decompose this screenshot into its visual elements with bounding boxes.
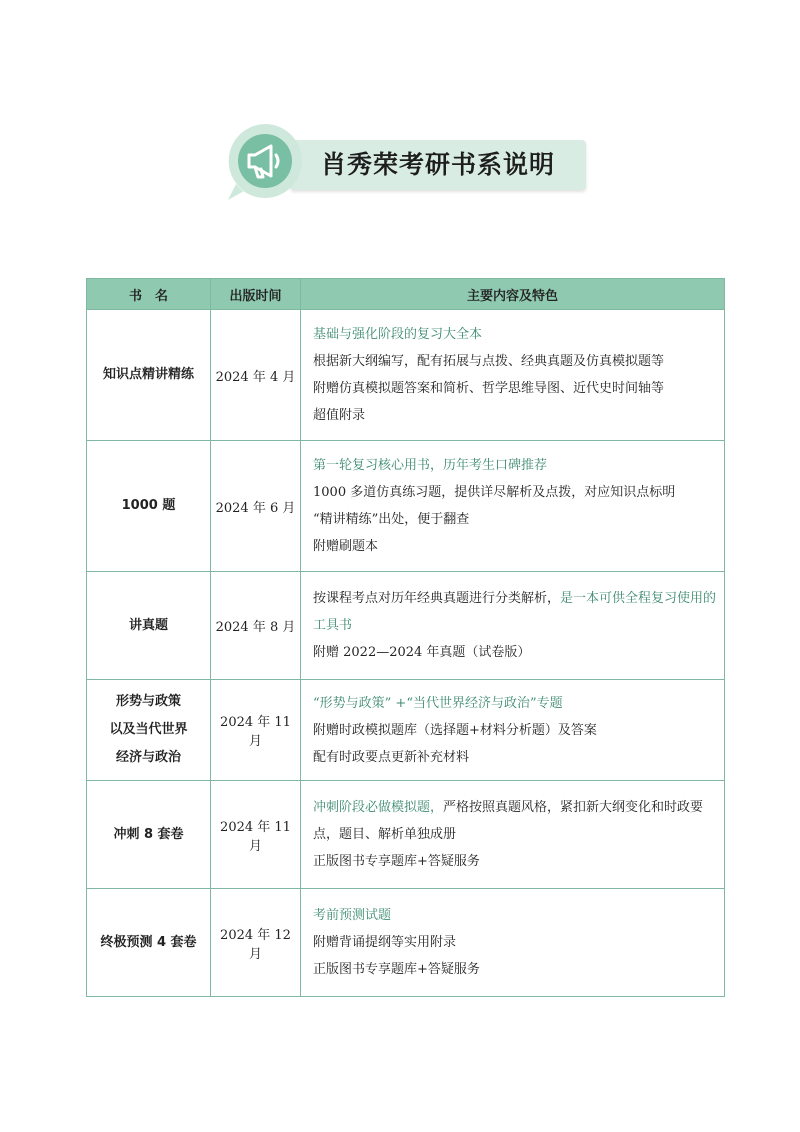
highlight-text: 考前预测试题 — [313, 908, 392, 923]
table-row — [87, 781, 725, 889]
book-name — [87, 680, 211, 781]
megaphone-icon — [222, 118, 308, 204]
description-line: 超值附录 — [313, 408, 366, 423]
column-header-content: 主要内容及特色 — [301, 279, 725, 310]
title-block — [222, 118, 602, 208]
description-line: “精讲精练”出处，便于翻查 — [313, 512, 470, 527]
book-name: 讲真题 — [87, 572, 211, 680]
table-header-row — [87, 279, 725, 310]
description-line: 1000 多道仿真练习题，提供详尽解析及点拨，对应知识点标明 — [313, 485, 676, 500]
table-row — [87, 441, 725, 572]
book-name-line: 经济与政治 — [115, 750, 181, 765]
highlight-text: 基础与强化阶段的复习大全本 — [313, 327, 483, 342]
book-name: 终极预测 4 套卷 — [87, 889, 211, 997]
publish-date: 2024 年 11 月 — [211, 781, 301, 889]
publish-date: 2024 年 4 月 — [211, 310, 301, 441]
table-row — [87, 572, 725, 680]
title-banner — [290, 140, 586, 190]
description-line: 附赠背诵提纲等实用附录 — [313, 935, 457, 950]
publish-date: 2024 年 8 月 — [211, 572, 301, 680]
description-line: 附赠仿真模拟题答案和简析、哲学思维导图、近代史时间轴等 — [313, 381, 665, 396]
book-name: 1000 题 — [87, 441, 211, 572]
book-description — [301, 310, 725, 441]
description-text: 严格按照真题风格，紧扣新大纲变化和时政要点，题目、解析单独成册 — [313, 800, 704, 842]
book-description — [301, 680, 725, 781]
description-line: 附赠刷题本 — [313, 539, 379, 554]
book-name: 冲刺 8 套卷 — [87, 781, 211, 889]
description-line: 附赠 2022—2024 年真题（试卷版） — [313, 645, 531, 660]
book-name-line: 形势与政策 — [115, 694, 181, 709]
publish-date: 2024 年 6 月 — [211, 441, 301, 572]
page-title: 肖秀荣考研书系说明 — [320, 150, 555, 179]
book-table — [86, 278, 725, 997]
table-row — [87, 889, 725, 997]
description-line: 配有时政要点更新补充材料 — [313, 749, 470, 765]
book-description — [301, 572, 725, 680]
highlight-text: “形势与政策” +“当代世界经济与政治”专题 — [313, 695, 563, 711]
book-description — [301, 781, 725, 889]
publish-date: 2024 年 11 月 — [211, 680, 301, 781]
book-name-line: 以及当代世界 — [109, 722, 188, 737]
highlight-text: 是一本可供全程复习使用的工具书 — [313, 591, 717, 633]
description-text: 按课程考点对历年经典真题进行分类解析， — [313, 591, 561, 606]
column-header-name: 书 名 — [87, 279, 211, 310]
table-row — [87, 310, 725, 441]
description-line: 附赠时政模拟题库（选择题+材料分析题）及答案 — [313, 722, 597, 738]
publish-date: 2024 年 12 月 — [211, 889, 301, 997]
book-description — [301, 441, 725, 572]
description-line: 根据新大纲编写，配有拓展与点拨、经典真题及仿真模拟题等 — [313, 354, 665, 369]
book-description — [301, 889, 725, 997]
highlight-text: 冲刺阶段必做模拟题， — [313, 800, 444, 815]
description-line: 正版图书专享题库+答疑服务 — [313, 962, 480, 977]
highlight-text: 第一轮复习核心用书，历年考生口碑推荐 — [313, 458, 548, 473]
book-name: 知识点精讲精练 — [87, 310, 211, 441]
table-row — [87, 680, 725, 781]
column-header-date: 出版时间 — [211, 279, 301, 310]
description-line: 正版图书专享题库+答疑服务 — [313, 854, 480, 869]
